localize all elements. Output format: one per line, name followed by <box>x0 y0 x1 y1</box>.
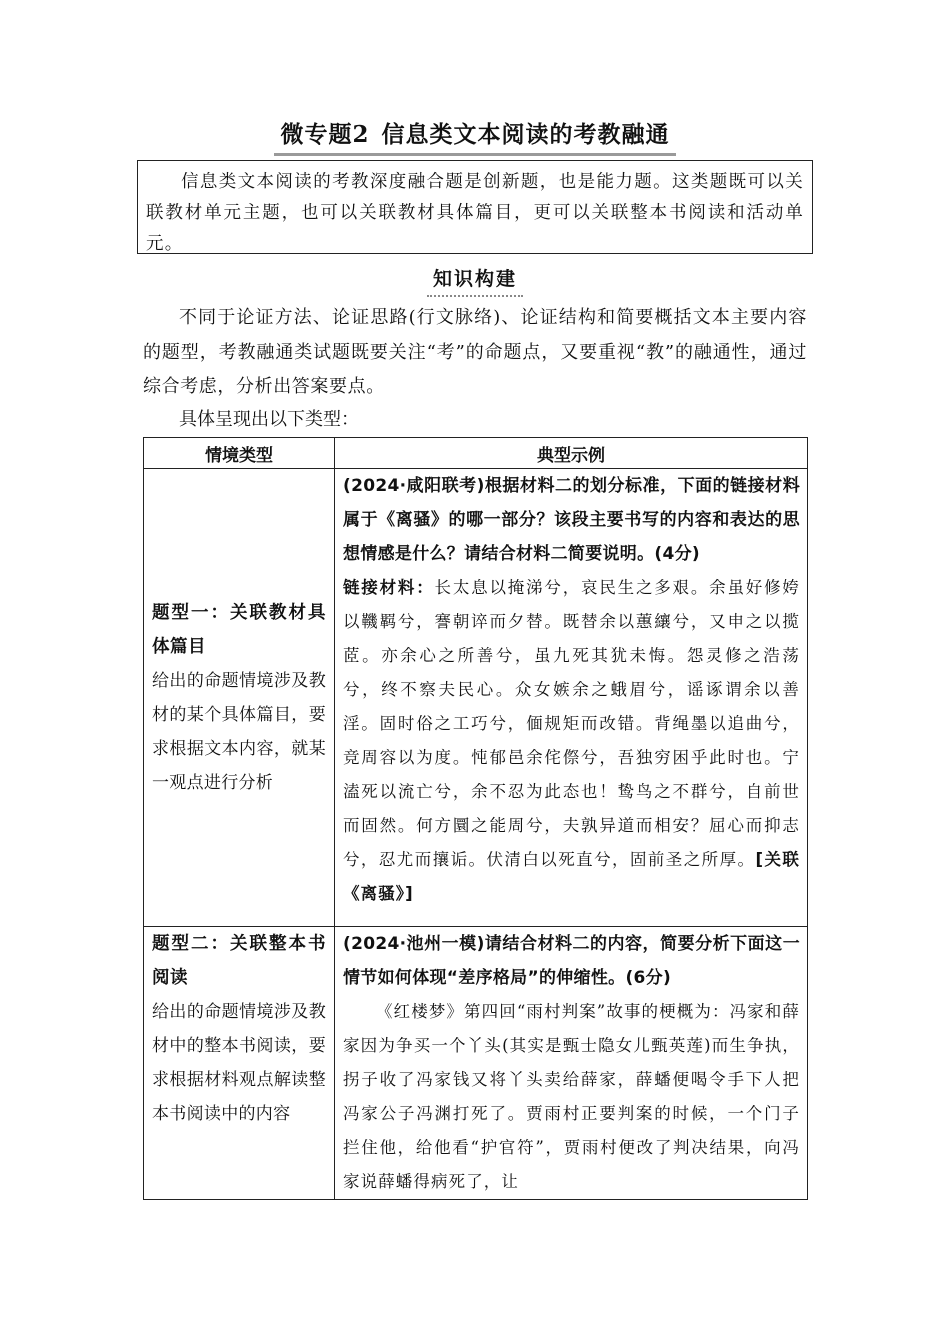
section-heading <box>0 264 950 297</box>
example-material <box>343 571 800 911</box>
table-header-cell: 情境类型 <box>144 438 335 469</box>
example-question: (2024·咸阳联考)根据材料二的划分标准，下面的链接材料属于《离骚》的哪一部分？该段主要书写的内容和表达的思想情感是什么？请结合材料二简要说明。(4分) <box>343 476 800 564</box>
type-title: 题型一：关联教材具体篇目 <box>152 602 326 657</box>
table-row <box>144 927 808 1200</box>
example-cell-content <box>335 469 807 911</box>
table-cell-type <box>144 927 335 1200</box>
table-header-row <box>144 438 808 469</box>
table-cell-type <box>144 469 335 927</box>
table-row <box>144 469 808 927</box>
material-text: 长太息以掩涕兮，哀民生之多艰。余虽好修姱以鞿羁兮，謇朝谇而夕替。既替余以蕙纕兮，又申之以揽茝。亦余心之所善兮，虽九死其犹未悔。怨灵修之浩荡兮，终不察夫民心。众女嫉余之蛾眉兮，谣诼谓余以善淫。固时俗之工巧兮，偭规矩而改错。背绳墨以追曲兮，竞周容以为度。忳郁邑余侘傺兮，吾独穷困乎此时也。宁溘死以流亡兮，余不忍为此态也！鸷鸟之不群兮，自前世而固然。何方圜之能周兮，夫孰异道而相安？屈心而抑志兮，忍尤而攘诟。伏清白以死直兮，固前圣之所厚。 <box>343 578 801 869</box>
table-cell-example <box>335 927 808 1200</box>
intro-box: 信息类文本阅读的考教深度融合题是创新题，也是能力题。这类题既可以关联教材单元主题，也可以关联教材具体篇目，更可以关联整本书阅读和活动单元。 <box>137 160 813 254</box>
example-question: (2024·池州一模)请结合材料二的内容，简要分析下面这一情节如何体现“差序格局”的伸缩性。(6分) <box>343 934 800 988</box>
material-source: [关联《离骚》] <box>343 850 800 903</box>
topic-title: 信息类文本阅读的考教融通 <box>381 121 670 148</box>
type-description: 给出的命题情境涉及教材的某个具体篇目，要求根据文本内容，就某一观点进行分析 <box>152 670 326 793</box>
intro-paragraph: 不同于论证方法、论证思路(行文脉络)、论证结构和简要概括文本主要内容的题型，考教融通类试题既要关注“考”的命题点，又要重视“教”的融通性，通过综合考虑，分析出答案要点。 <box>143 307 807 397</box>
type-cell-content <box>144 596 334 800</box>
type-cell-content <box>144 927 334 1131</box>
material-label: 链接材料： <box>343 578 435 597</box>
type-title: 题型二：关联整本书阅读 <box>152 934 326 988</box>
title-underline <box>274 116 675 156</box>
question-type-table <box>143 437 808 1200</box>
topic-number: 微专题2 <box>280 121 370 148</box>
table-cell-example <box>335 469 808 927</box>
table-header-cell: 典型示例 <box>335 438 808 469</box>
example-material: 《红楼梦》第四回“雨村判案”故事的梗概为：冯家和薛家因为争买一个丫头(其实是甄士隐女儿甄英莲)而生争执，拐子收了冯家钱又将丫头卖给薛家，薛蟠便喝令手下人把冯家公子冯渊打死了。贾雨村正要判案的时候，一个门子拦住他，给他看“护官符”，贾雨村便改了判决结果，向冯家说薛蟠得病死了，让 <box>343 1002 800 1191</box>
section-heading-text: 知识构建 <box>427 264 523 297</box>
page-title <box>0 116 950 156</box>
example-cell-content <box>335 927 807 1199</box>
type-description: 给出的命题情境涉及教材中的整本书阅读，要求根据材料观点解读整本书阅读中的内容 <box>152 1002 326 1124</box>
types-lead-paragraph: 具体呈现出以下类型： <box>179 409 359 430</box>
